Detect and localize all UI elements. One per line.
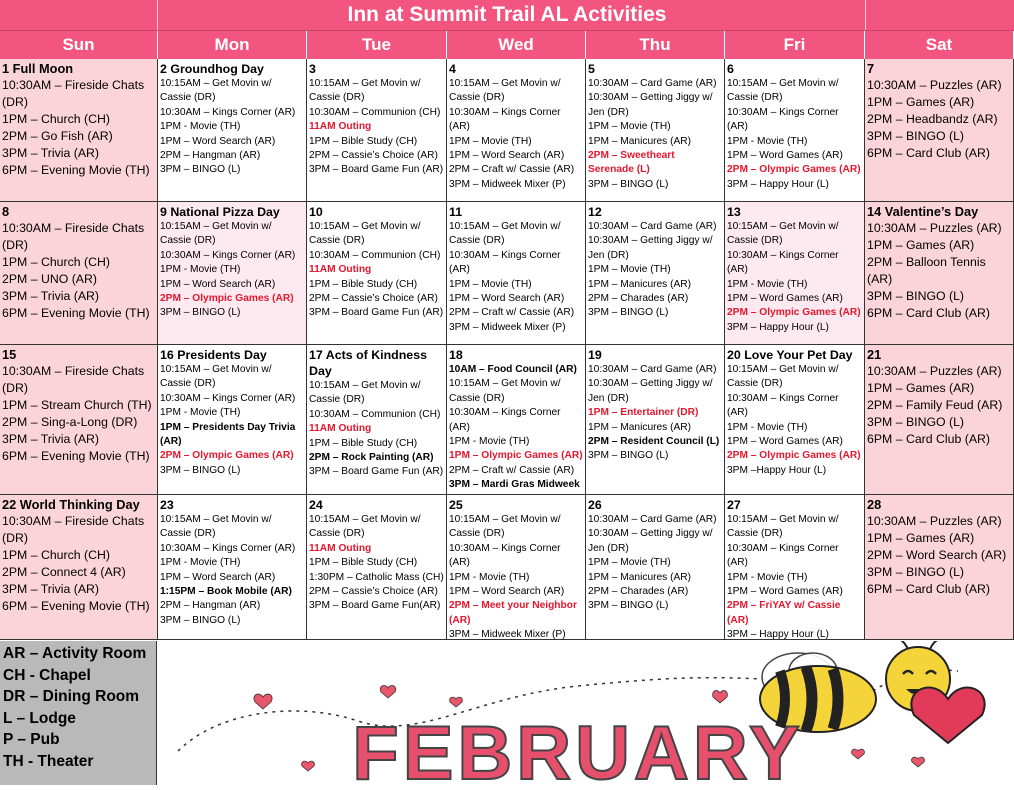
calendar-week-row (0, 202, 1014, 345)
activity-entry: 1PM - Movie (TH) (727, 278, 808, 290)
activity-entry: 10:30AM – Kings Corner (AR) (160, 249, 296, 261)
activity-entry: 10:30AM – Kings Corner (AR) (160, 106, 296, 118)
calendar-day-cell (158, 345, 307, 495)
february-banner-art (158, 641, 1014, 785)
calendar-week-row (0, 59, 1014, 202)
day-number-label: 10 (309, 205, 323, 219)
activity-entry: 1PM - Movie (TH) (727, 571, 808, 583)
activity-entry: 1PM – Church (CH) (2, 112, 110, 126)
activity-entry: 1PM – Movie (TH) (588, 264, 671, 276)
calendar-day-cell (158, 495, 307, 640)
day-number-label: 18 (449, 348, 463, 362)
activity-entry: 3PM – Board Game Fun (AR) (309, 307, 444, 319)
activity-entry: 10:30AM – Getting Jiggy w/ Jen (DR) (588, 235, 713, 261)
activity-entry: 3PM – Midweek Mixer (P) (449, 629, 566, 640)
calendar-day-cell (0, 345, 158, 495)
activity-entry: 1PM – Manicures (AR) (588, 421, 692, 433)
activity-entry: 10:30AM – Kings Corner (AR) (160, 392, 296, 404)
activity-entry: 2PM – Olympic Games (AR) (727, 164, 861, 176)
february-banner (158, 641, 1014, 785)
activity-entry: 1PM - Movie (TH) (727, 135, 808, 147)
activity-entry: 1PM – Movie (TH) (449, 135, 532, 147)
february-banner-word: FEBRUARY (352, 711, 804, 785)
activity-entry: 2PM – Hangman (AR) (160, 600, 261, 612)
activity-entry: 1PM – Manicures (AR) (588, 571, 692, 583)
activity-entry: 3PM – BINGO (L) (588, 307, 669, 319)
day-number-label: 27 (727, 498, 741, 512)
activity-entry: 10:30AM – Card Game (AR) (588, 364, 717, 375)
calendar-day-cell (586, 345, 725, 495)
activity-entry: 1:30PM – Catholic Mass (CH) (309, 571, 444, 583)
calendar-day-cell (0, 202, 158, 345)
day-number-label: 5 (588, 62, 595, 76)
activity-entry: 10:30AM – Kings Corner (AR) (160, 542, 296, 554)
day-number-label: 16 Presidents Day (160, 348, 267, 362)
activity-entry: 3PM – BINGO (L) (160, 164, 241, 176)
activity-entry: 3PM – Board Game Fun (AR) (309, 164, 444, 176)
activity-entry: 2PM – Olympic Games (AR) (160, 450, 294, 462)
activity-entry: 3PM – BINGO (L) (867, 415, 965, 429)
activity-entry: 10:15AM – Get Movin w/ Cassie (DR) (160, 364, 272, 390)
activity-entry: 10:30AM – Kings Corner (AR) (449, 407, 561, 433)
activity-entry: 3PM – Happy Hour (L) (727, 178, 829, 190)
activity-entry: 3PM – Happy Hour (L) (727, 321, 829, 333)
activity-entry: 2PM – Word Search (AR) (867, 548, 1007, 562)
title-divider (157, 0, 158, 30)
day-number-label: 4 (449, 62, 456, 76)
activity-entry: 10:15AM – Get Movin w/ Cassie (DR) (160, 78, 272, 104)
activity-entry: 2PM – Olympic Games (AR) (727, 307, 861, 319)
activity-entry: 1PM - Movie (TH) (449, 571, 530, 583)
activity-entry: 11AM Outing (309, 423, 372, 435)
activity-entry: 1:15PM – Book Mobile (AR) (160, 586, 292, 598)
activity-entry: 2PM – Meet your Neighbor (AR) (449, 600, 577, 626)
activity-entry: 10:30AM – Communion (CH) (309, 249, 441, 261)
activity-entry: 10:30AM – Puzzles (AR) (867, 364, 1002, 378)
activity-entry: 1PM – Games (AR) (867, 381, 975, 395)
activity-entry: 10:30AM – Kings Corner (AR) (449, 542, 561, 569)
calendar-day-cell (725, 59, 865, 202)
activity-entry: 3PM – BINGO (L) (867, 565, 965, 579)
weekday-header: Wed (447, 31, 586, 59)
activity-entry: 2PM – Cassie’s Choice (AR) (309, 293, 438, 305)
activity-entry: 1PM – Manicures (AR) (588, 135, 692, 147)
calendar-day-cell (865, 345, 1014, 495)
heart-icon (911, 688, 984, 743)
activity-entry: 3PM – Happy Hour (L) (727, 629, 829, 640)
activity-entry: 10:15AM – Get Movin w/ Cassie (DR) (449, 78, 561, 104)
activity-entry: 1PM – Bible Study (CH) (309, 557, 418, 569)
weekday-header: Sat (865, 31, 1014, 59)
calendar-week-row (0, 495, 1014, 640)
activity-entry: 1PM – Word Games (AR) (727, 436, 843, 448)
activity-entry: 1PM – Olympic Games (AR) (449, 450, 583, 462)
activity-entry: 1PM - Movie (TH) (449, 436, 530, 448)
calendar-day-cell (447, 202, 586, 345)
legend-item: TH - Theater (3, 752, 94, 770)
activity-entry: 3PM – BINGO (L) (160, 614, 241, 626)
activity-entry: 1PM – Movie (TH) (588, 121, 671, 133)
activity-entry: 2PM – Craft w/ Cassie (AR) (449, 307, 575, 319)
activity-entry: 10:30AM – Kings Corner (AR) (449, 106, 561, 133)
day-number-label: 22 World Thinking Day (2, 497, 140, 512)
activity-entry: 1PM – Bible Study (CH) (309, 437, 418, 449)
activity-entry: 1PM – Word Search (AR) (449, 150, 565, 162)
activity-entry: 2PM – Resident Council (L) (588, 436, 720, 448)
activity-entry: 10:30AM – Puzzles (AR) (867, 514, 1002, 528)
activity-entry: 2PM – Hangman (AR) (160, 150, 261, 162)
activity-entry: 3PM – Midweek Mixer (P) (449, 178, 566, 190)
legend-item: DR – Dining Room (3, 688, 140, 705)
activity-entry: 11AM Outing (309, 121, 372, 133)
activity-entry: 3PM – BINGO (L) (588, 450, 669, 462)
activity-entry: 2PM – Connect 4 (AR) (2, 565, 126, 579)
legend-item: AR – Activity Room (3, 645, 147, 662)
activity-entry: 10:15AM – Get Movin w/ Cassie (DR) (309, 514, 421, 540)
activity-entry: 3PM – Midweek Mixer (P) (449, 321, 566, 333)
activity-entry: 10:30AM – Card Game (AR) (588, 78, 717, 89)
calendar-day-cell (865, 202, 1014, 345)
day-number-label: 8 (2, 204, 10, 219)
activity-entry: 10:30AM – Card Game (AR) (588, 221, 717, 232)
legend-item: P – Pub (3, 731, 60, 748)
activity-entry: 10:30AM – Getting Jiggy w/ Jen (DR) (588, 378, 713, 404)
activity-entry: 10:30AM – Getting Jiggy w/ Jen (DR) (588, 92, 713, 118)
activity-entry: 6PM – Evening Movie (TH) (2, 163, 150, 177)
activity-entry: 1PM – Word Games (AR) (727, 586, 843, 598)
activity-entry: 3PM – BINGO (L) (867, 129, 965, 143)
calendar-title-bar (0, 0, 1014, 31)
calendar-day-cell (158, 202, 307, 345)
activity-entry: 1PM – Word Search (AR) (160, 135, 276, 147)
activity-entry: 2PM – Charades (AR) (588, 586, 689, 598)
day-number-label: 20 Love Your Pet Day (727, 348, 853, 362)
activity-entry: 2PM – Craft w/ Cassie (AR) (449, 464, 575, 476)
activity-entry: 10:15AM – Get Movin w/ Cassie (DR) (449, 378, 561, 404)
calendar-day-cell (447, 495, 586, 640)
calendar-week-row (0, 345, 1014, 495)
activity-entry: 10:30AM – Puzzles (AR) (867, 221, 1002, 235)
activity-entry: 3PM – BINGO (L) (867, 289, 965, 303)
activity-entry: 10:30AM – Communion (CH) (309, 106, 441, 118)
calendar-day-cell (158, 59, 307, 202)
activity-entry: 1PM – Word Games (AR) (727, 150, 843, 162)
day-number-label: 26 (588, 498, 602, 512)
activity-entry: 10:30AM – Kings Corner (AR) (727, 392, 839, 419)
activity-entry: 6PM – Evening Movie (TH) (2, 306, 150, 320)
activity-entry: 10:30AM – Communion (CH) (309, 408, 441, 420)
activity-entry: 6PM – Card Club (AR) (867, 582, 991, 596)
activity-entry: 2PM – Headbandz (AR) (867, 112, 998, 126)
day-number-label: 19 (588, 348, 602, 362)
activity-entry: 10AM – Food Council (AR) (449, 364, 577, 375)
calendar-day-cell (865, 495, 1014, 640)
activity-entry: 3PM – BINGO (L) (588, 600, 669, 612)
legend-item: L – Lodge (3, 709, 76, 727)
activity-entry: 10:30AM – Card Game (AR) (588, 514, 717, 525)
day-number-label: 14 Valentine’s Day (867, 204, 979, 219)
activity-entry: 1PM – Games (AR) (867, 238, 975, 252)
activity-entry: 2PM – Sing-a-Long (DR) (2, 415, 138, 429)
weekday-header: Thu (586, 31, 725, 59)
activity-entry: 10:30AM – Fireside Chats (DR) (2, 221, 145, 252)
activity-entry: 1PM - Movie (TH) (160, 264, 241, 276)
activity-entry: 3PM –Happy Hour (L) (727, 464, 827, 476)
calendar-title: Inn at Summit Trail AL Activities (347, 3, 667, 26)
day-number-label: 21 (867, 347, 882, 362)
weekday-header: Tue (307, 31, 447, 59)
day-number-label: 9 National Pizza Day (160, 205, 280, 219)
day-number-label: 13 (727, 205, 741, 219)
calendar-day-cell (586, 59, 725, 202)
activity-entry: 2PM – Cassie’s Choice (AR) (309, 150, 438, 162)
calendar-day-cell (0, 59, 158, 202)
activity-entry: 2PM – Balloon Tennis (AR) (867, 255, 986, 286)
activity-entry: 3PM – BINGO (L) (160, 464, 241, 476)
calendar-day-cell (586, 202, 725, 345)
activity-entry: 3PM – BINGO (L) (160, 307, 241, 319)
activity-entry: 10:15AM – Get Movin w/ Cassie (DR) (727, 221, 839, 247)
activity-entry: 6PM – Evening Movie (TH) (2, 599, 150, 613)
activity-entry: 1PM – Movie (TH) (588, 557, 671, 569)
activity-entry: 10:15AM – Get Movin w/ Cassie (DR) (727, 514, 839, 540)
activity-entry: 1PM – Church (CH) (2, 255, 110, 269)
activity-entry: 1PM – Stream Church (TH) (2, 398, 152, 412)
activity-entry: 1PM – Word Search (AR) (449, 293, 565, 305)
activity-entry: 6PM – Card Club (AR) (867, 146, 991, 160)
calendar-day-cell (725, 495, 865, 640)
calendar-day-cell (586, 495, 725, 640)
day-number-label: 2 Groundhog Day (160, 62, 264, 76)
activity-entry: 1PM - Movie (TH) (727, 421, 808, 433)
day-number-label: 1 Full Moon (2, 61, 74, 76)
activity-entry: 3PM – Trivia (AR) (2, 582, 100, 596)
activity-entry: 1PM – Presidents Day Trivia (AR) (160, 421, 296, 448)
day-number-label: 24 (309, 498, 323, 512)
activity-entry: 3PM – Board Game Fun(AR) (309, 600, 441, 612)
activity-entry: 10:30AM – Puzzles (AR) (867, 78, 1002, 92)
activity-entry: 10:15AM – Get Movin w/ Cassie (DR) (309, 221, 421, 247)
activity-entry: 10:15AM – Get Movin w/ Cassie (DR) (309, 78, 421, 104)
activity-entry: 1PM – Word Search (AR) (160, 571, 276, 583)
activity-entry: 1PM – Bible Study (CH) (309, 278, 418, 290)
activity-entry: 6PM – Card Club (AR) (867, 306, 991, 320)
activity-entry: 1PM – Entertainer (DR) (588, 407, 699, 419)
location-legend (0, 641, 157, 785)
calendar-day-cell (307, 495, 447, 640)
activity-entry: 3PM – Mardi Gras Midweek (449, 479, 580, 491)
activity-entry: 2PM – Cassie’s Choice (AR) (309, 586, 438, 598)
activity-entry: 1PM - Movie (TH) (160, 407, 241, 419)
activity-entry: 10:30AM – Kings Corner (AR) (727, 249, 839, 276)
day-number-label: 25 (449, 498, 463, 512)
calendar-day-cell (307, 345, 447, 495)
activity-entry: 1PM - Movie (TH) (160, 557, 241, 569)
activity-entry: 6PM – Card Club (AR) (867, 432, 991, 446)
activity-entry: 11AM Outing (309, 264, 372, 276)
activity-entry: 2PM – Charades (AR) (588, 293, 689, 305)
calendar-day-cell (865, 59, 1014, 202)
calendar-day-cell (447, 345, 586, 495)
activity-entry: 6PM – Evening Movie (TH) (2, 449, 150, 463)
calendar-day-cell (307, 59, 447, 202)
activity-entry: 2PM – UNO (AR) (2, 272, 97, 286)
activity-entry: 1PM – Word Search (AR) (449, 586, 565, 598)
day-number-label: 7 (867, 61, 875, 76)
activity-entry: 2PM – Rock Painting (AR) (309, 452, 434, 464)
activity-entry: 3PM – BINGO (L) (588, 178, 669, 190)
activity-entry: 10:30AM – Fireside Chats (DR) (2, 364, 145, 395)
weekday-header: Fri (725, 31, 865, 59)
activity-entry: 3PM – Trivia (AR) (2, 432, 100, 446)
activity-entry: 2PM – Olympic Games (AR) (160, 293, 294, 305)
activity-entry: 10:30AM – Fireside Chats (DR) (2, 514, 145, 545)
day-number-label: 28 (867, 497, 882, 512)
weekday-header: Sun (0, 31, 158, 59)
activity-entry: 10:15AM – Get Movin w/ Cassie (DR) (449, 514, 561, 540)
day-number-label: 15 (2, 347, 17, 362)
activity-entry: 1PM - Movie (TH) (160, 121, 241, 133)
activity-entry: 3PM – Trivia (AR) (2, 146, 100, 160)
weekday-header: Mon (158, 31, 307, 59)
activity-entry: 10:15AM – Get Movin w/ Cassie (DR) (727, 364, 839, 390)
activity-entry: 10:30AM – Kings Corner (AR) (727, 542, 839, 569)
activity-entry: 11AM Outing (309, 542, 372, 554)
weekday-header-row (0, 31, 1014, 59)
activity-entry: 2PM – Olympic Games (AR) (727, 450, 861, 462)
activity-entry: 1PM – Manicures (AR) (588, 278, 692, 290)
day-number-label: 6 (727, 62, 734, 76)
activity-entry: 3PM – Trivia (AR) (2, 289, 100, 303)
activity-entry: 2PM – Go Fish (AR) (2, 129, 113, 143)
calendar-day-cell (307, 202, 447, 345)
day-number-label: 12 (588, 205, 602, 219)
activity-entry: 2PM – Craft w/ Cassie (AR) (449, 164, 575, 176)
day-number-label: 23 (160, 498, 174, 512)
activity-entry: 10:15AM – Get Movin w/ Cassie (DR) (160, 514, 272, 540)
activity-entry: 10:15AM – Get Movin w/ Cassie (DR) (727, 78, 839, 104)
activity-entry: 1PM – Word Games (AR) (727, 293, 843, 305)
activity-entry: 10:30AM – Getting Jiggy w/ Jen (DR) (588, 528, 713, 554)
activity-entry: 10:30AM – Kings Corner (AR) (449, 249, 561, 276)
calendar-grid (0, 59, 1014, 640)
activity-entry: 10:15AM – Get Movin w/ Cassie (DR) (160, 221, 272, 247)
activity-entry: 10:15AM – Get Movin w/ Cassie (DR) (449, 221, 561, 247)
activity-entry: 2PM – FriYAY w/ Cassie (AR) (727, 600, 841, 626)
activity-entry: 2PM – Family Feud (AR) (867, 398, 1003, 412)
day-number-label: 3 (309, 62, 316, 76)
legend-item: CH - Chapel (3, 666, 91, 684)
calendar-day-cell (725, 202, 865, 345)
activity-entry: 10:15AM – Get Movin w/ Cassie (DR) (309, 380, 421, 406)
title-divider (865, 0, 866, 30)
calendar-day-cell (725, 345, 865, 495)
activity-entry: 1PM – Word Search (AR) (160, 278, 276, 290)
day-number-label: 17 Acts of Kindness Day (309, 348, 427, 378)
activity-entry: 1PM – Church (CH) (2, 548, 110, 562)
activity-entry: 10:30AM – Fireside Chats (DR) (2, 78, 145, 109)
activity-entry: 2PM – Sweetheart Serenade (L) (588, 150, 675, 176)
activity-entry: 3PM – Board Game Fun (AR) (309, 466, 444, 478)
activity-entry: 1PM – Movie (TH) (449, 278, 532, 290)
activity-entry: 1PM – Games (AR) (867, 95, 975, 109)
day-number-label: 11 (449, 205, 463, 219)
activity-entry: 10:30AM – Kings Corner (AR) (727, 106, 839, 133)
calendar-day-cell (447, 59, 586, 202)
calendar-day-cell (0, 495, 158, 640)
activity-entry: 1PM – Games (AR) (867, 531, 975, 545)
activity-entry: 1PM – Bible Study (CH) (309, 135, 418, 147)
